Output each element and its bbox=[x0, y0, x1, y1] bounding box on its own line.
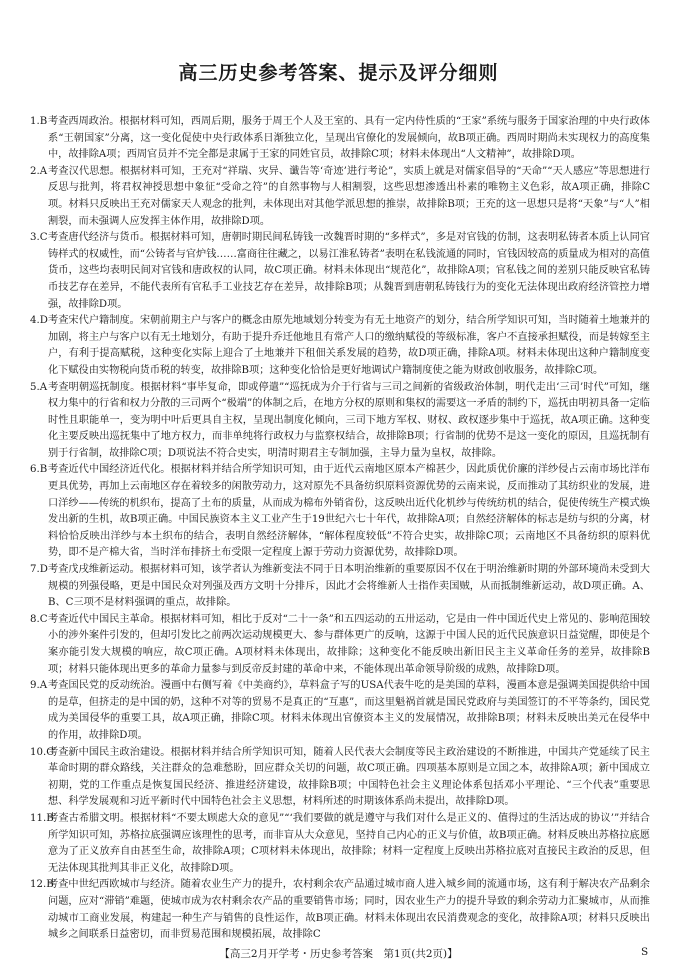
answer-number: 10.C bbox=[30, 746, 54, 758]
answer-number: 12.B bbox=[30, 879, 54, 891]
answer-number: 4.D bbox=[30, 315, 48, 327]
answer-number: 11.B bbox=[30, 812, 54, 824]
answer-explanation: 考查新中国民主政治建设。根据材料并结合所学知识可知，随着人民代表大会制度等民主政治建设的不断推进，中国共产党延续了民主革命时期的群众路线，关注群众的急难愁盼，回应群众关切的问题，故C项正确。四项基本原则是立国之本，故排除A项；新中国成立初期，党的工作重点是恢复国民经济、推进经济建设，故排除B项；中国特色社会主义理论体系包括邓小平理论、“三个代表”重要思想、科学发展观和习近平新时代中国特色社会主义思想，材料所述的时期该体系尚未提出，故排除D项。 bbox=[48, 746, 650, 808]
answer-number: 2.A bbox=[30, 165, 48, 177]
version-mark: S bbox=[641, 946, 649, 958]
answer-number: 9.A bbox=[30, 680, 48, 692]
answer-explanation: 考查西周政治。根据材料可知，西周后期，服务于周王个人及王室的、具有一定内侍性质的“王家”系统与服务于国家治理的中央行政体系“王朝国家”分离，这一变化促使中央行政体系日渐独立化，呈现出官僚化的发展倾向，故B项正确。西周时期尚未实现权力的高度集中，故排除A项；西周官员并不完全都是隶属于王家的同姓官员，故排除C项；材料未体现出“人文精神”，故排除D项。 bbox=[48, 116, 650, 161]
answer-explanation: 考查古希腊文明。根据材料“不要太顾虑大众的意见”“‘我们要做的就是遵守与我们对什么是正义的、值得过的生活达成的协议’”并结合所学知识可知，苏格拉底强调应该理性的思考，而非盲从大众意见，坚持自己内心的正义与价值，故B项正确。材料反映出苏格拉底愿意为了正义放弃自由甚至生命，故排除A项；C项材料未体现出，故排除；材料一定程度上反映出苏格拉底对直接民主政治的反思，但无法体现其批判其非正义化，故排除D项。 bbox=[48, 812, 650, 874]
answer-item bbox=[30, 678, 650, 744]
answer-item bbox=[30, 380, 650, 463]
answer-item bbox=[30, 877, 650, 943]
page-footer: 【高三2月开学考・历史参考答案 第1页(共2页)】 bbox=[219, 948, 458, 960]
answer-explanation: 考查中世纪西欧城市与经济。随着农业生产力的提升，农村剩余农产品通过城市商人进入城乡间的流通市场，这有利于解决农产品剩余问题，应对“滞销”难题，使城市成为农村剩余农产品的重要销售市场；同时，因农业生产力的提升导致的剩余劳动力汇聚城市，从而推动城市工商业发展，构建起一种生产与销售的良性运作，故B项正确。材料未体现出农民消费观念的变化，故排除A项；材料只反映出城乡之间联系日益密切，而非贸易范围和规模拓展，故排除C bbox=[48, 879, 650, 941]
answer-item bbox=[30, 612, 650, 678]
answer-explanation: 考查汉代思想。根据材料可知，王充对“祥瑞、灾异、谶告等‘奇迹’进行考论”，实质上就是对儒家倡导的“天命”“天人感应”等思想进行反思与批判，将君权神授思想中象征“受命之符”的自然事物与人相割裂，这些思想渗透出朴素的唯物主义色彩，故A项正确，排除C项。材料只反映出王充对儒家天人观念的批判，未体现出对其他学派思想的推崇，故排除B项；王充的这一思想只是将“天象”与“人”相割裂，而未强调人应发挥主体作用，故排除D项。 bbox=[48, 165, 650, 227]
answer-item bbox=[30, 562, 650, 612]
answer-number: 3.C bbox=[30, 232, 48, 244]
answer-explanation: 考查近代中国经济近代化。根据材料并结合所学知识可知，由于近代云南地区原本产棉甚少，因此质优价廉的洋纱侵占云南市场比洋布更具优势，再加上云南地区存在着较多的闲散劳动力，这对原先不具备纺织原料资源优势的云南来说，反而推动了其纺织业的发展，进口洋纱——传统的机织布，提高了土布的质量，从而成为棉布外销省份，这反映出近代化机纱与传统纺机的结合，促使传统生产模式焕发出新的生机，故B项正确。中国民族资本主义工业产生于19世纪六七十年代，故排除A项；自然经济解体的标志是纺与织的分离，材料恰恰反映出洋纱与本土织布的结合，表明自然经济解体，“解体程度较低”不符合史实，故排除C项；云南地区不具备纺织的原料优势，即不是产棉大省，当时洋布排挤土布受限一定程度上源于劳动力资源优势，故排除D项。 bbox=[48, 464, 650, 559]
answer-number: 8.C bbox=[30, 613, 48, 625]
answer-item bbox=[30, 164, 650, 230]
answer-explanation: 考查戊戌维新运动。根据材料可知，该学者认为维新变法不同于日本明治维新的重要原因不仅在于明治维新时期的外部环境尚未受到大规模的列强侵略，更是中国民众对列强及西方文明十分排斥，因此才会将维新人士指作卖国贼，从而抵制维新运动，故D项正确。A、B、C三项不是材料强调的重点，故排除。 bbox=[48, 564, 650, 609]
answer-explanation: 考查宋代户籍制度。宋朝前期主户与客户的概念由原先地域划分转变为有无土地资产的划分，结合所学知识可知，当时随着土地兼并的加剧，将主户与客户以有无土地划分，有助于提升乔迁他地且有常产人口的缴纳赋役的等级标准，客户不直接承担赋役，而是转嫁至主户，有利于提高赋税，这种变化实际上迎合了土地兼并下租佃关系发展的趋势，故D项正确，排除A项。材料未体现出这种户籍制度变化下赋役由实物税向货币税的转变，故排除B项；这种变化恰恰是更好地调试户籍制度使之能为财政创收服务，故排除C项。 bbox=[48, 315, 650, 376]
answer-item bbox=[30, 114, 650, 164]
answer-item bbox=[30, 230, 650, 313]
answer-explanation: 考查近代中国民主革命。根据材料可知，相比于反对“二十一条”和五四运动的五卅运动，它是由一件中国近代史上常见的、影响范围较小的涉外案件引发的，但却引发比之前两次运动规模更大、参与群体更广的反响，这源于中国人民的近代民族意识日益觉醒，即使是个案亦能引发大规模的响应，故C项正确。A项材料未体现出，故排除；这种变化不能反映出新旧民主主义革命任务的差异，故排除B项；材料只能体现出更多的革命力量参与到反帝反封建的革命中来，不能体现出革命领导阶级的成熟，故排除D项。 bbox=[48, 613, 650, 675]
answer-explanation: 考查唐代经济与货币。根据材料可知，唐朝时期民间私铸钱一改魏晋时期的“多样式”，多是对官钱的仿制，这表明私铸者本质上认同官铸样式的权威性，而“公铸者与官炉钱……富商往往藏之，以易江淮私铸者”表明在私钱流通的同时，官钱因较高的质量成为相对的高值货币，这些均表明民间对官钱和唐政权的认同，故C项正确。材料未体现出“规范化”，故排除A项；官私钱之间的差别只能反映官私铸币技艺存在差异，不能代表所有官私手工业技艺存在差异，故排除B项；从魏晋到唐朝私铸钱行为的变化无法体现出政府经济管控力增强，故排除D项。 bbox=[48, 232, 650, 310]
answer-number: 6.B bbox=[30, 464, 48, 476]
answer-number: 5.A bbox=[30, 381, 48, 393]
page-title: 高三历史参考答案、提示及评分细则 bbox=[178, 62, 499, 84]
answer-number: 7.D bbox=[30, 564, 48, 576]
answer-explanation: 考查明朝巡抚制度。根据材料“事毕复命，即或停遣”“巡抚成为介于行省与三司之间新的省级政治体制，明代走出‘三司’时代”可知，继权力集中的行省和权力分散的三司两个“极端”的体制之后，在地方分权的原则和集权的需要这一矛盾的制约下，巡抚由明初具备一定临时性且职能单一，变为明中叶后更具自主权，呈现出制度化倾向，三司下地方军权、财权、政权逐步集中于巡抚，故A项正确。这种变化主要反映出巡抚集中了地方权力，而非单纯将行政权力与监察权结合，故排除B项；行省制的优势不是这一变化的原因，且巡抚制有别于行省制，故排除C项；D项说法不符合史实，明清时期君主专制加强，主导力量为皇权，故排除。 bbox=[48, 381, 650, 459]
answer-item bbox=[30, 745, 650, 811]
answer-number: 1.B bbox=[30, 116, 48, 127]
answer-item bbox=[30, 811, 650, 877]
answer-explanation: 考查国民党的反动统治。漫画中右侧写着《中美商约》，草料盒子写的USA代表牛吃的是美国的草料，漫画本意是强调美国提供给中国的是草，但挤走的是中国的奶，这种不对等的贸易不是真正的“互惠”，而这里魁祸首就是国民党政府与美国签订的不平等条约，国民党成为美国侵华的重要工具，故A项正确，排除C项。材料未体现出官僚资本主义的发展情况，故排除B项；材料未反映出美元在侵华中的作用，故排除D项。 bbox=[48, 680, 650, 741]
answer-item bbox=[30, 462, 650, 562]
answer-item bbox=[30, 313, 650, 379]
answer-list bbox=[30, 114, 650, 944]
